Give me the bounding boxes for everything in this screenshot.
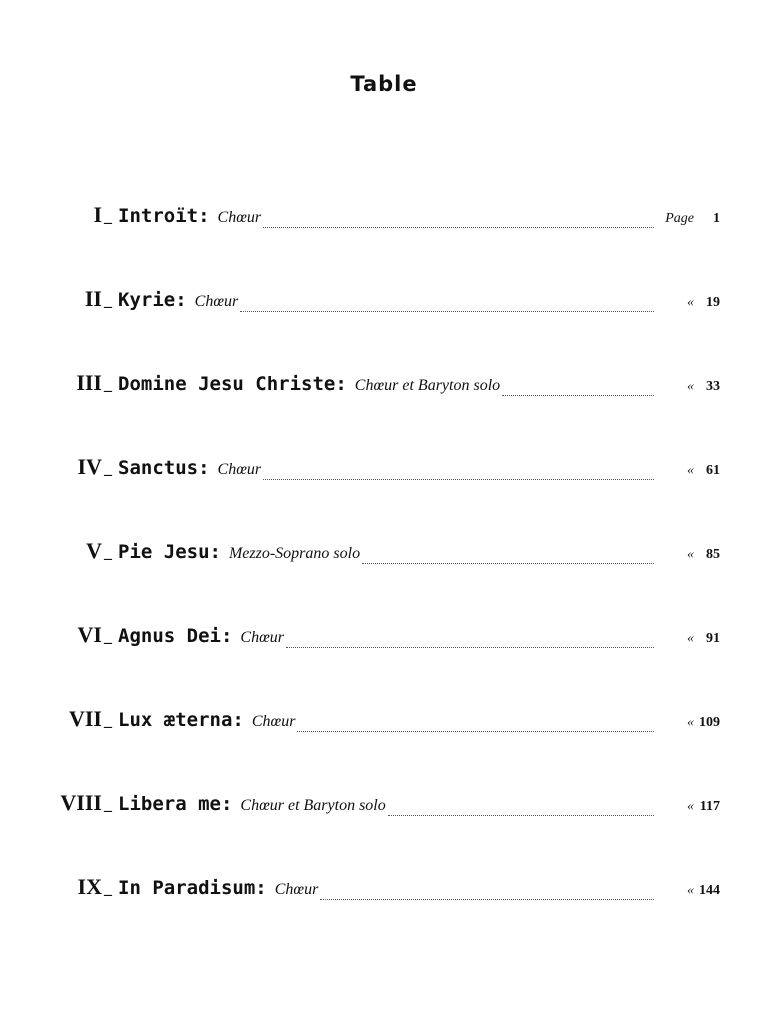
- toc-entry-kyrie: [30, 286, 720, 316]
- entry-page-number: 33: [706, 379, 720, 394]
- entry-page-prefix: «: [687, 463, 694, 478]
- entry-page-prefix: «: [687, 547, 694, 562]
- entry-page-number: 109: [699, 715, 720, 730]
- dot-leader: [263, 478, 654, 480]
- entry-page-prefix: «: [687, 295, 694, 310]
- dot-leader: [286, 646, 654, 648]
- entry-title: Libera me: [118, 793, 221, 815]
- entry-page-number: 91: [706, 631, 720, 646]
- entry-title: Introït: [118, 205, 199, 227]
- entry-colon: :: [175, 289, 187, 311]
- entry-title: Domine Jesu Christe: [118, 373, 336, 395]
- entry-voices: Chœur: [217, 209, 262, 226]
- entry-numeral: II: [84, 286, 102, 311]
- entry-colon: :: [335, 373, 347, 395]
- entry-numeral: IV: [77, 454, 102, 479]
- entry-voices: Chœur: [217, 461, 262, 478]
- page-title: Table: [350, 72, 418, 96]
- entry-page-number: 117: [699, 799, 720, 814]
- entry-colon: :: [220, 793, 233, 815]
- entry-voices: Chœur: [251, 713, 296, 730]
- dot-leader: [263, 226, 654, 228]
- entry-page-prefix: «: [687, 799, 694, 814]
- entry-colon: :: [209, 541, 221, 563]
- dot-leader: [388, 814, 654, 816]
- entry-dash: _: [104, 209, 112, 226]
- entry-colon: :: [198, 205, 210, 227]
- entry-dash: _: [104, 545, 112, 562]
- entry-colon: :: [232, 709, 244, 731]
- entry-title: In Paradisum: [118, 877, 256, 899]
- entry-numeral: I: [93, 202, 102, 227]
- entry-numeral: III: [76, 370, 102, 395]
- entry-dash: _: [104, 461, 112, 478]
- toc-entry-domine-jesu-christe: [30, 370, 720, 400]
- toc-entry-pie-jesu: [30, 538, 720, 568]
- entry-colon: :: [198, 457, 210, 479]
- toc-entry-lux-aeterna: [30, 706, 720, 736]
- entry-dash: _: [104, 293, 112, 310]
- entry-page-number: 85: [706, 547, 720, 562]
- entry-dash: _: [104, 377, 112, 394]
- entry-numeral: IX: [77, 874, 102, 899]
- entry-title: Lux æterna: [118, 709, 233, 731]
- entry-dash: _: [104, 797, 112, 814]
- dot-leader: [362, 562, 654, 564]
- entry-page-prefix: «: [687, 379, 694, 394]
- entry-colon: :: [255, 877, 267, 899]
- entry-numeral: V: [86, 538, 102, 563]
- entry-colon: :: [220, 625, 233, 647]
- dot-leader: [502, 394, 654, 396]
- entry-voices: Chœur: [194, 293, 239, 310]
- toc-entry-in-paradisum: [30, 874, 720, 904]
- entry-numeral: VI: [77, 622, 102, 647]
- dot-leader: [320, 898, 654, 900]
- entry-voices: Chœur et Baryton solo: [354, 377, 501, 394]
- entry-page-number: 19: [706, 295, 720, 310]
- entry-page-prefix: «: [687, 715, 694, 730]
- entry-page-prefix: Page: [665, 211, 694, 226]
- entry-dash: _: [104, 881, 112, 898]
- entry-numeral: VIII: [60, 790, 102, 815]
- entry-page-number: 1: [713, 211, 720, 226]
- entry-dash: _: [104, 629, 112, 646]
- toc-entry-introit: [30, 202, 720, 232]
- entry-page-prefix: «: [687, 631, 694, 646]
- toc-entry-sanctus: [30, 454, 720, 484]
- entry-page-prefix: «: [687, 883, 694, 898]
- entry-numeral: VII: [68, 706, 102, 731]
- toc-entry-libera-me: [30, 790, 720, 820]
- dot-leader: [240, 310, 654, 312]
- entry-title: Sanctus: [118, 457, 199, 479]
- dot-leader: [297, 730, 654, 732]
- entry-title: Agnus Dei: [118, 625, 221, 647]
- entry-voices: Chœur et Baryton solo: [240, 797, 386, 814]
- entry-voices: Chœur: [240, 629, 284, 646]
- entry-page-number: 61: [706, 463, 720, 478]
- entry-voices: Mezzo-Soprano solo: [228, 545, 361, 562]
- entry-voices: Chœur: [274, 881, 319, 898]
- entry-dash: _: [104, 713, 112, 730]
- entry-page-number: 144: [699, 883, 720, 898]
- entry-title: Kyrie: [118, 289, 176, 311]
- toc-entry-agnus-dei: [30, 622, 720, 652]
- entry-title: Pie Jesu: [118, 541, 210, 563]
